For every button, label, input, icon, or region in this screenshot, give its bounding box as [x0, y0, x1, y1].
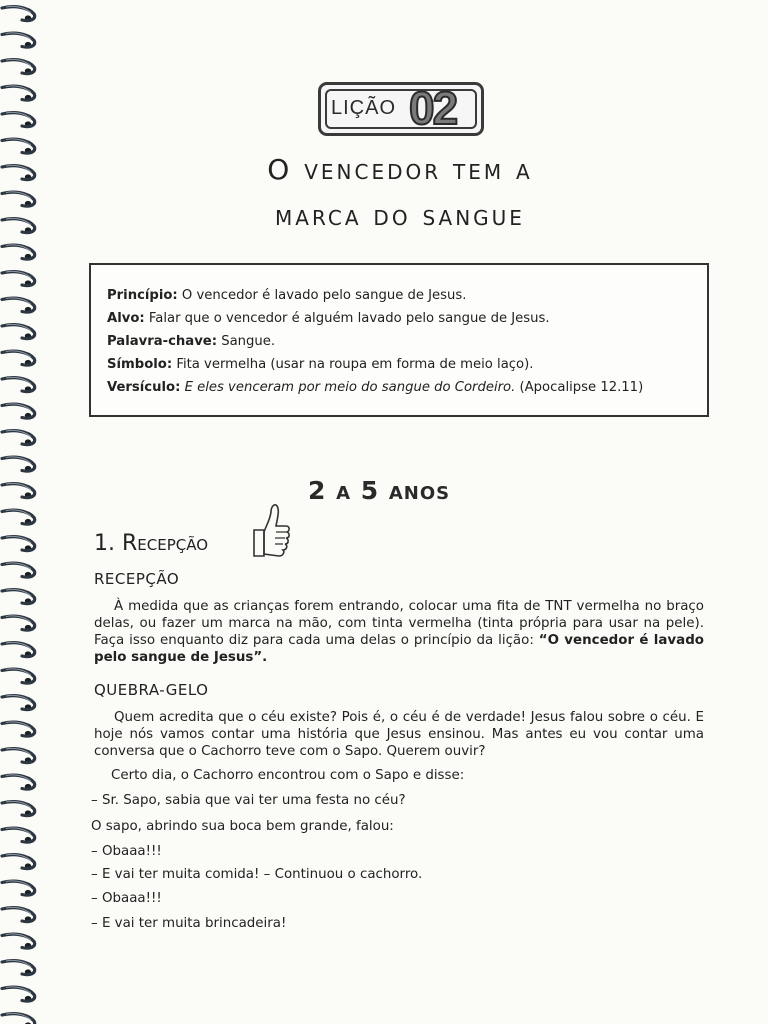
- symbol-row: [107, 357, 533, 372]
- lesson-number: 02: [409, 82, 457, 134]
- keyword-text: Sangue.: [217, 334, 276, 349]
- principle-row: [107, 288, 466, 303]
- lesson-summary-box: [89, 263, 709, 417]
- aim-text: Falar que o vencedor é alguém lavado pelo sangue de Jesus.: [144, 311, 550, 326]
- icebreaker-heading: QUEBRA-GELO: [94, 681, 209, 699]
- story-line: – Sr. Sapo, sabia que vai ter uma festa no céu?: [91, 793, 406, 808]
- reception-principle: “O vencedor é lavado pelo sangue de Jesus”.: [94, 633, 704, 665]
- section-title: 1. Recepção: [94, 531, 209, 556]
- symbol-text: Fita vermelha (usar na roupa em forma de meio laço).: [172, 357, 534, 372]
- thumbs-up-icon: [244, 500, 292, 562]
- story-line: – Obaaa!!!: [91, 844, 162, 859]
- verse-reference: (Apocalipse 12.11): [515, 380, 644, 395]
- reception-text: À medida que as crianças forem entrando, colocar uma fita de TNT vermelha no braço delas, ou fazer um marca na mão, com tinta vermelha (tinta própria para usar na pele). Faça isso enquanto diz para cada uma delas o princípio da lição:: [94, 599, 704, 648]
- lesson-title-line-1: O vencedor tem a: [267, 153, 533, 186]
- verse-label: Versículo:: [107, 380, 181, 395]
- principle-text: O vencedor é lavado pelo sangue de Jesus.: [177, 288, 467, 303]
- story-line: – E vai ter muita brincadeira!: [91, 916, 287, 931]
- story-line: – Obaaa!!!: [91, 891, 162, 906]
- story-line: Certo dia, o Cachorro encontrou com o Sapo e disse:: [111, 768, 465, 783]
- age-group-heading: 2 a 5 anos: [308, 476, 451, 505]
- story-line: O sapo, abrindo sua boca bem grande, falou:: [91, 819, 394, 834]
- keyword-row: [107, 334, 275, 349]
- aim-row: [107, 311, 550, 326]
- principle-label: Princípio:: [107, 288, 178, 303]
- symbol-label: Símbolo:: [107, 357, 173, 372]
- story-line: – E vai ter muita comida! – Continuou o cachorro.: [91, 867, 423, 882]
- aim-label: Alvo:: [107, 311, 145, 326]
- lesson-word: LIÇÃO: [331, 97, 397, 119]
- lesson-badge: [318, 82, 484, 136]
- reception-heading: RECEPÇÃO: [94, 570, 180, 588]
- verse-row: [107, 380, 643, 395]
- verse-text: E eles venceram por meio do sangue do Cordeiro.: [180, 380, 516, 395]
- reception-paragraph: [94, 598, 704, 666]
- keyword-label: Palavra-chave:: [107, 334, 218, 349]
- lesson-title-line-2: marca do sangue: [275, 199, 525, 232]
- icebreaker-paragraph: Quem acredita que o céu existe? Pois é, o céu é de verdade! Jesus falou sobre o céu. E hoje nós vamos contar uma história que Jesus ensinou. Mas antes eu vou contar uma conversa que o Cachorro teve com o Sapo. Querem ouvir?: [94, 710, 704, 759]
